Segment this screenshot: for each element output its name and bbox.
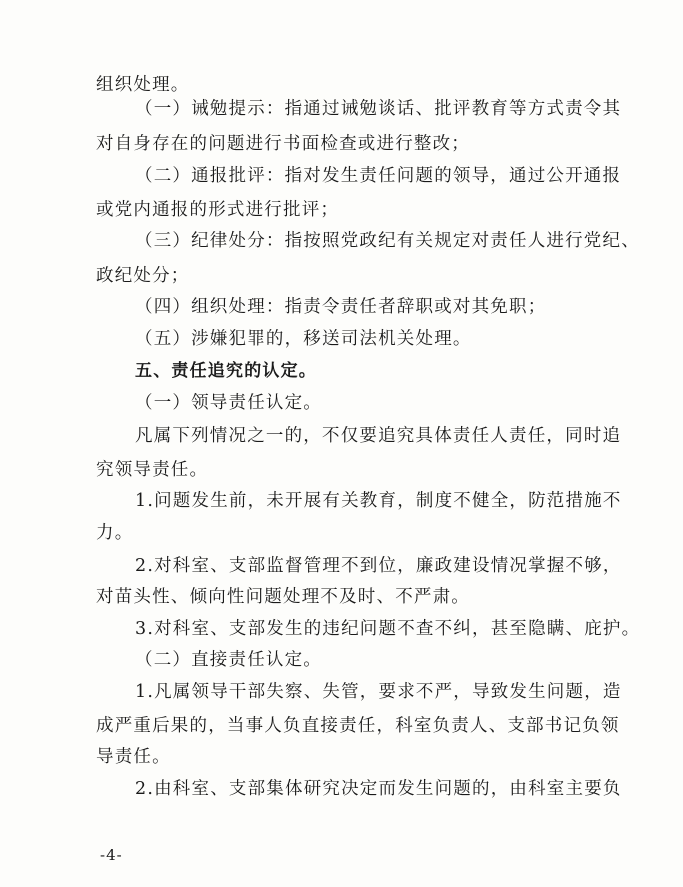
- text-line: 或党内通报的形式进行批评；: [96, 200, 340, 220]
- page-number: -4-: [100, 846, 123, 864]
- text-line: 2.由科室、支部集体研究决定而发生问题的，由科室主要负: [135, 779, 622, 799]
- subsection-heading: （一）领导责任认定。: [135, 393, 322, 413]
- text-line: 究领导责任。: [96, 460, 209, 480]
- text-line: （三）纪律处分：指按照党政纪有关规定对责任人进行党纪、: [135, 231, 640, 251]
- text-line: （五）涉嫌犯罪的，移送司法机关处理。: [135, 329, 472, 349]
- text-line: 凡属下列情况之一的，不仅要追究具体责任人责任，同时追: [135, 426, 622, 446]
- text-line: （四）组织处理：指责令责任者辞职或对其免职；: [135, 297, 547, 317]
- text-line: 导责任。: [96, 747, 171, 767]
- text-line: 成严重后果的，当事人负直接责任，科室负责人、支部书记负领: [96, 716, 620, 736]
- text-line: 对苗头性、倾向性问题处理不及时、不严肃。: [96, 587, 470, 607]
- text-line: 组织处理。: [96, 75, 190, 95]
- text-line: 1.问题发生前，未开展有关教育，制度不健全，防范措施不: [135, 491, 622, 511]
- section-heading: 五、责任追究的认定。: [135, 361, 317, 381]
- text-line: 3.对科室、支部发生的违纪问题不查不纠，甚至隐瞒、庇护。: [135, 619, 641, 639]
- text-line: （一）诫勉提示：指通过诫勉谈话、批评教育等方式责令其: [135, 99, 622, 119]
- text-line: 2.对科室、支部监督管理不到位，廉政建设情况掌握不够，: [135, 556, 622, 576]
- text-line: 对自身存在的问题进行书面检查或进行整改；: [96, 134, 470, 154]
- subsection-heading: （二）直接责任认定。: [135, 650, 322, 670]
- text-line: 政纪处分；: [96, 266, 190, 286]
- text-line: 力。: [96, 523, 134, 543]
- text-line: 1.凡属领导干部失察、失管，要求不严，导致发生问题，造: [135, 682, 622, 702]
- text-line: （二）通报批评：指对发生责任问题的领导，通过公开通报: [135, 166, 622, 186]
